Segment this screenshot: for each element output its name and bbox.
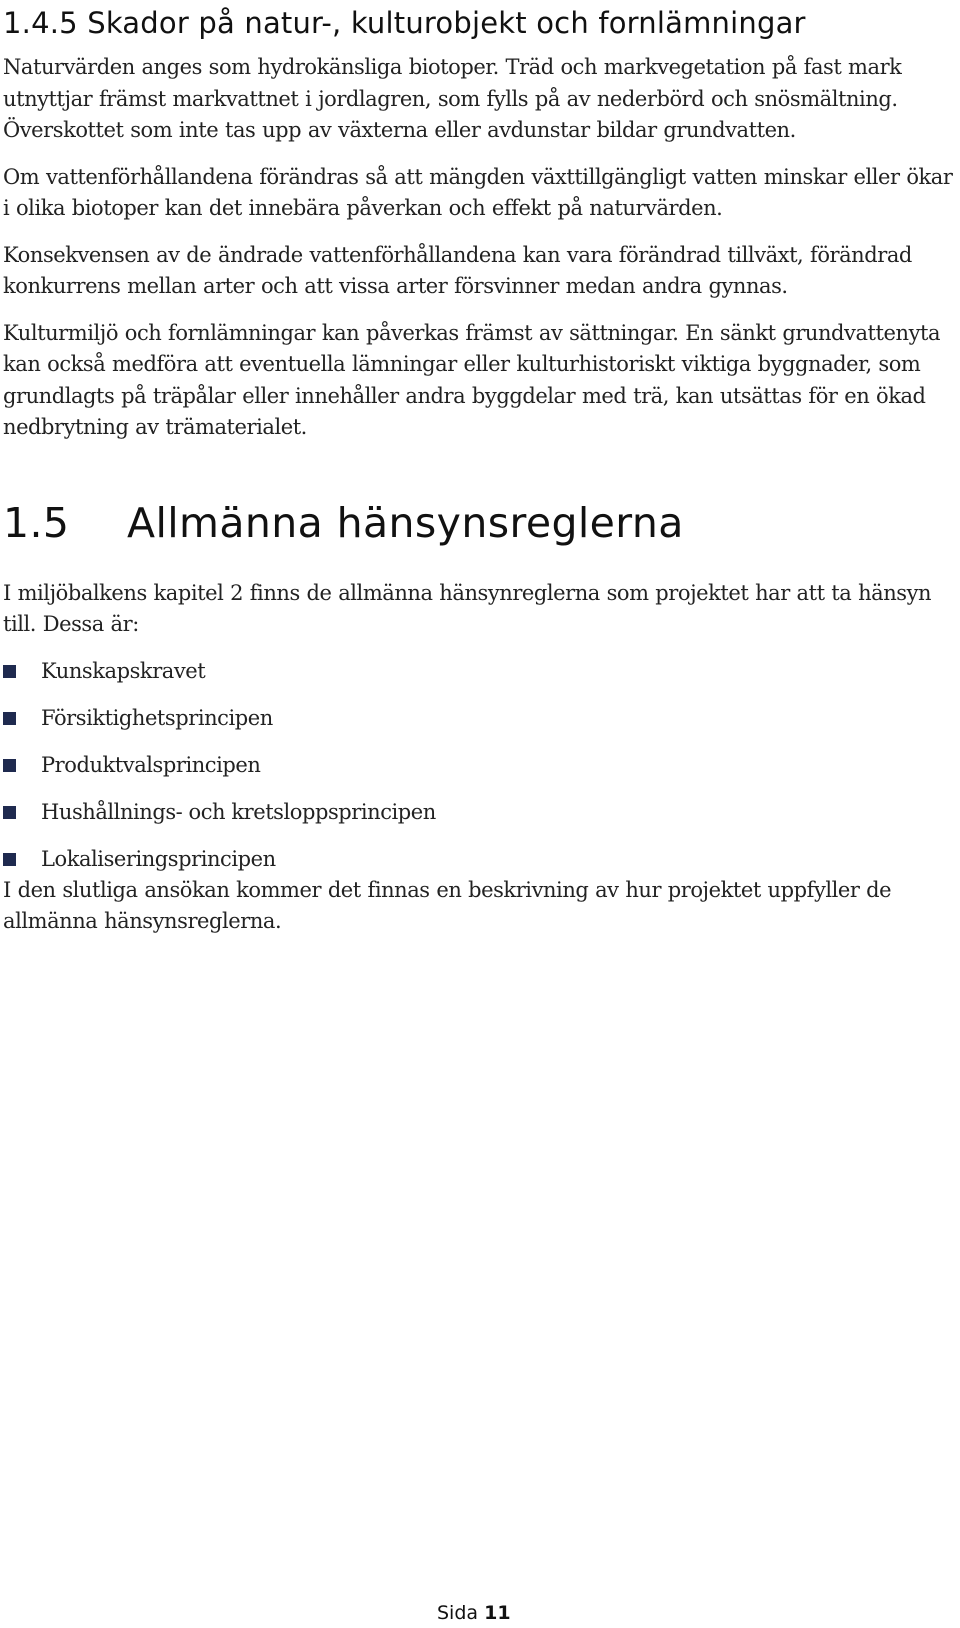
list-item (3, 656, 953, 688)
square-bullet-icon (3, 759, 16, 772)
paragraph-natural-values: Naturvärden anges som hydrokänsliga biotoper. Träd och markvegetation på fast mark utnyttjar främst markvattnet i jordlagren, som fylls på av nederbörd och snösmältning. Överskottet som inte tas upp av växterna eller avdunstar bildar grundvatten. (3, 55, 902, 142)
chapter-number: 1.5 (3, 498, 70, 547)
list-item (3, 750, 953, 782)
page-label: Sida (437, 1602, 479, 1624)
list-item (3, 844, 953, 876)
page-footer (437, 1602, 511, 1624)
paragraph-cultural-environment: Kulturmiljö och fornlämningar kan påverkas främst av sättningar. En sänkt grundvattenyta kan också medföra att eventuella lämningar eller kulturhistoriskt viktiga byggnader, som grundlagts på träpålar eller innehåller andra byggdelar med trä, kan utsättas för en ökad nedbrytning av trämaterialet. (3, 320, 941, 439)
square-bullet-icon (3, 853, 16, 866)
rules-list (3, 656, 953, 876)
list-item (3, 703, 953, 735)
chapter-heading (3, 498, 953, 548)
page-number: 11 (484, 1602, 511, 1624)
rule-label: Hushållnings- och kretsloppsprincipen (41, 799, 436, 824)
rule-label: Lokaliseringsprincipen (41, 846, 276, 871)
rule-label: Produktvalsprincipen (41, 752, 261, 777)
document-page (3, 0, 953, 938)
section-heading: 1.4.5 Skador på natur-, kulturobjekt och fornlämningar (3, 6, 806, 40)
square-bullet-icon (3, 712, 16, 725)
paragraph-closing: I den slutliga ansökan kommer det finnas en beskrivning av hur projektet uppfyller de allmänna hänsynsreglerna. (3, 877, 892, 933)
list-item (3, 797, 953, 829)
paragraph-intro: I miljöbalkens kapitel 2 finns de allmänna hänsynreglerna som projektet har att ta hänsyn till. Dessa är: (3, 580, 932, 636)
rule-label: Försiktighetsprincipen (41, 705, 273, 730)
chapter-title: Allmänna hänsynsreglerna (127, 498, 684, 547)
square-bullet-icon (3, 806, 16, 819)
paragraph-water-conditions: Om vattenförhållandena förändras så att mängden växttillgängligt vatten minskar eller ökar i olika biotoper kan det innebära påverkan och effekt på naturvärden. (3, 164, 953, 220)
paragraph-consequences: Konsekvensen av de ändrade vattenförhållandena kan vara förändrad tillväxt, förändrad konkurrens mellan arter och att vissa arter försvinner medan andra gynnas. (3, 242, 912, 298)
square-bullet-icon (3, 665, 16, 678)
rule-label: Kunskapskravet (41, 658, 206, 683)
